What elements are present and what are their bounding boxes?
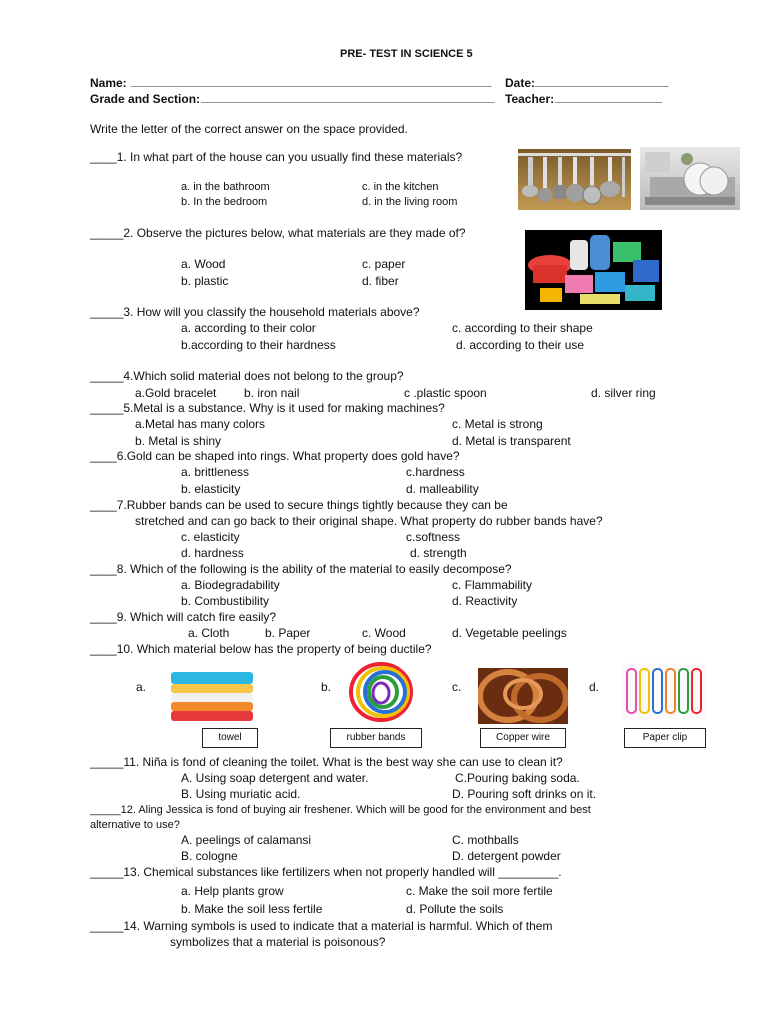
q12-choice-a: A. peelings of calamansi: [181, 833, 312, 847]
q13-text: _____13. Chemical substances like fertilizers when not properly handled will _________.: [90, 865, 562, 879]
q13-choice-d: d. Pollute the soils: [406, 902, 504, 916]
q7-text-cont: stretched and can go back to their original shape. What property do rubber bands have?: [135, 514, 603, 528]
q7-text: ____7.Rubber bands can be used to secure things tightly because they can be: [90, 498, 508, 512]
q5-choice-c: c. Metal is strong: [452, 417, 543, 431]
q8-choice-b: b. Combustibility: [181, 594, 270, 608]
instruction: Write the letter of the correct answer on the space provided.: [90, 122, 408, 136]
q1-choice-d: d. in the living room: [362, 196, 458, 208]
q13-choice-c: c. Make the soil more fertile: [406, 884, 553, 898]
q11-choice-b: B. Using muriatic acid.: [181, 787, 301, 801]
q12-choice-c: C. mothballs: [452, 833, 519, 847]
q6-choice-b: b. elasticity: [181, 482, 241, 496]
teacher-line: ________________: [555, 90, 662, 104]
q7-choice-b: d. hardness: [181, 546, 244, 560]
q14-text-cont: symbolizes that a material is poisonous?: [170, 935, 386, 949]
name-line: ______________________________________________________: [131, 74, 492, 88]
q6-choice-c: c.hardness: [406, 465, 465, 479]
q3-choice-c: c. according to their shape: [452, 321, 593, 335]
q13-choice-a: a. Help plants grow: [181, 884, 284, 898]
rubber-bands-image: [343, 660, 423, 724]
date-line: ____________________: [535, 74, 669, 88]
q9-text: ____9. Which will catch fire easily?: [90, 610, 277, 624]
copper-wire-label: Copper wire: [480, 728, 566, 748]
kitchen-utensils-image: [518, 149, 631, 210]
q4-choice-c: c .plastic spoon: [404, 386, 487, 400]
q11-choice-a: A. Using soap detergent and water.: [181, 771, 369, 785]
q12-choice-d: D. detergent powder: [452, 849, 561, 863]
q10-letter-a: a.: [136, 680, 147, 694]
q6-choice-a: a. brittleness: [181, 465, 250, 479]
q9-choice-a: a. Cloth: [188, 626, 230, 640]
grade-section-label: Grade and Section:: [90, 92, 201, 106]
q12-text: _____12. Aling Jessica is fond of buying air freshener. Which will be good for the environment and best: [90, 804, 591, 816]
q2-choice-a: a. Wood: [181, 257, 226, 271]
q14-text: _____14. Warning symbols is used to indicate that a material is harmful. Which of them: [90, 919, 553, 933]
q2-choice-c: c. paper: [362, 257, 406, 271]
q4-choice-b: b. iron nail: [244, 386, 300, 400]
q7-choice-c: c.softness: [406, 530, 461, 544]
q5-choice-a: a.Metal has many colors: [135, 417, 266, 431]
date-label: Date:: [505, 76, 536, 90]
q12-choice-b: B. cologne: [181, 849, 238, 863]
q6-choice-d: d. malleability: [406, 482, 479, 496]
q2-choice-b: b. plastic: [181, 274, 229, 288]
q5-choice-b: b. Metal is shiny: [135, 434, 222, 448]
q1-text: ____1. In what part of the house can you usually find these materials?: [90, 150, 463, 164]
towel-label: towel: [202, 728, 258, 748]
q11-choice-c: C.Pouring baking soda.: [455, 771, 580, 785]
q4-choice-d: d. silver ring: [591, 386, 656, 400]
q10-letter-b: b.: [321, 680, 332, 694]
q8-text: ____8. Which of the following is the ability of the material to easily decompose?: [90, 562, 512, 576]
paper-clip-label: Paper clip: [624, 728, 706, 748]
q10-text: ____10. Which material below has the property of being ductile?: [90, 642, 432, 656]
q5-choice-d: d. Metal is transparent: [452, 434, 571, 448]
plastic-items-image: [525, 230, 662, 310]
q8-choice-c: c. Flammability: [452, 578, 533, 592]
q8-choice-d: d. Reactivity: [452, 594, 518, 608]
copper-wire-image: [478, 668, 568, 724]
grade-section-line: ____________________________________________: [201, 90, 495, 104]
q9-choice-d: d. Vegetable peelings: [452, 626, 567, 640]
q8-choice-a: a. Biodegradability: [181, 578, 280, 592]
q4-text: _____4.Which solid material does not belong to the group?: [90, 369, 404, 383]
rubber-bands-label: rubber bands: [330, 728, 422, 748]
q6-text: ____6.Gold can be shaped into rings. What property does gold have?: [90, 449, 460, 463]
q3-choice-d: d. according to their use: [456, 338, 585, 352]
name-label: Name:: [90, 76, 127, 90]
q9-choice-b: b. Paper: [265, 626, 311, 640]
q1-choice-b: b. In the bedroom: [181, 196, 268, 208]
q1-choice-a: a. in the bathroom: [181, 181, 270, 193]
q3-choice-a: a. according to their color: [181, 321, 316, 335]
q5-text: _____5.Metal is a substance. Why is it used for making machines?: [90, 401, 445, 415]
q3-text: _____3. How will you classify the household materials above?: [90, 305, 420, 319]
q10-letter-d: d.: [589, 680, 600, 694]
q7-choice-d: d. strength: [410, 546, 467, 560]
q7-choice-a: c. elasticity: [181, 530, 240, 544]
q11-choice-d: D. Pouring soft drinks on it.: [452, 787, 597, 801]
q13-choice-b: b. Make the soil less fertile: [181, 902, 323, 916]
q1-choice-c: c. in the kitchen: [362, 181, 439, 193]
dish-rack-image: [640, 147, 740, 210]
q2-text: _____2. Observe the pictures below, what materials are they made of?: [90, 226, 466, 240]
q9-choice-c: c. Wood: [362, 626, 406, 640]
q2-choice-d: d. fiber: [362, 274, 399, 288]
q12-text-cont: alternative to use?: [90, 819, 180, 831]
q4-choice-a: a.Gold bracelet: [135, 386, 217, 400]
q3-choice-b: b.according to their hardness: [181, 338, 336, 352]
q10-letter-c: c.: [452, 680, 462, 694]
towel-image: [165, 664, 258, 724]
page-title: PRE- TEST IN SCIENCE 5: [340, 48, 473, 60]
q11-text: _____11. Niña is fond of cleaning the toilet. What is the best way she can use to clean it?: [90, 755, 563, 769]
paper-clip-image: [623, 663, 705, 721]
teacher-label: Teacher:: [505, 92, 555, 106]
